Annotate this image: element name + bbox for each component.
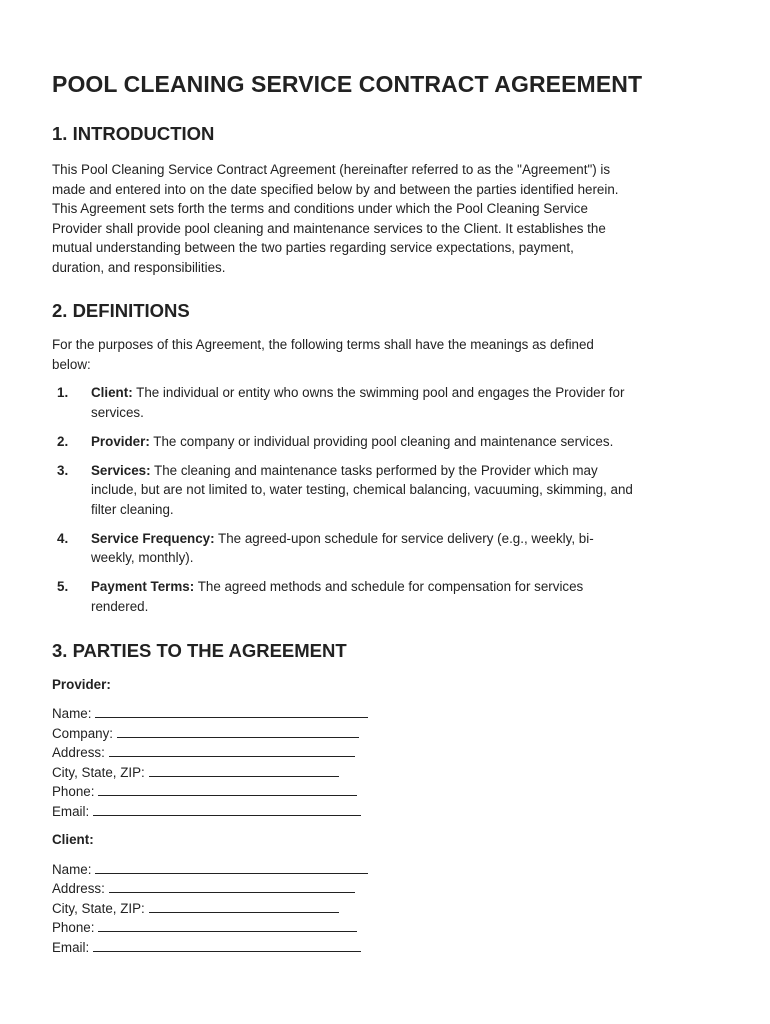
paragraph-line: duration, and responsibilities. <box>52 259 226 275</box>
introduction-paragraph <box>52 160 724 278</box>
definition-text: The individual or entity who owns the swimming pool and engages the Provider for <box>136 385 625 400</box>
provider-name-field[interactable] <box>52 704 368 724</box>
paragraph-line: made and entered into on the date specified below by and between the parties identified herein. <box>52 181 619 197</box>
list-number: 3. <box>57 462 69 478</box>
client-label: Client: <box>52 832 94 847</box>
provider-address-blank[interactable] <box>109 743 355 757</box>
field-label: Email: <box>52 804 90 819</box>
definition-term: Payment Terms: <box>91 579 195 595</box>
field-label: Name: <box>52 862 92 877</box>
field-label: Name: <box>52 706 92 721</box>
definition-text: The agreed methods and schedule for compensation for services <box>197 579 584 595</box>
definition-text: The cleaning and maintenance tasks performed by the Provider which may <box>154 462 598 478</box>
provider-name-blank[interactable] <box>95 704 368 718</box>
provider-label: Provider: <box>52 677 111 692</box>
document-title: POOL CLEANING SERVICE CONTRACT AGREEMENT <box>52 71 643 97</box>
provider-company-field[interactable] <box>52 724 359 744</box>
definition-text: include, but are not limited to, water testing, chemical balancing, vacuuming, skimming, and <box>91 482 633 498</box>
definition-text: The company or individual providing pool cleaning and maintenance services. <box>153 433 614 449</box>
definition-item-provider <box>52 432 732 452</box>
paragraph-line: This Pool Cleaning Service Contract Agreement (hereinafter referred to as the "Agreement") is <box>52 162 611 177</box>
paragraph-line: mutual understanding between the two parties regarding service expectations, payment, <box>52 240 574 256</box>
list-number: 2. <box>57 433 69 449</box>
client-phone-field[interactable] <box>52 918 357 938</box>
paragraph-line: below: <box>52 356 91 372</box>
client-address-blank[interactable] <box>109 879 355 893</box>
definition-term: Provider: <box>91 433 150 449</box>
section-heading-introduction: 1. INTRODUCTION <box>52 123 215 144</box>
definitions-list <box>52 383 732 626</box>
field-label: Company: <box>52 726 114 741</box>
field-label: Address: <box>52 745 105 760</box>
paragraph-line: For the purposes of this Agreement, the following terms shall have the meanings as defined <box>52 337 594 352</box>
provider-city-blank[interactable] <box>149 763 339 777</box>
client-city-blank[interactable] <box>149 899 339 913</box>
definition-text: filter cleaning. <box>91 501 174 517</box>
field-label: Phone: <box>52 920 95 935</box>
definition-item-services <box>52 461 732 520</box>
list-number: 1. <box>57 385 69 400</box>
field-label: Email: <box>52 940 90 955</box>
field-label: City, State, ZIP: <box>52 901 145 916</box>
definition-item-client <box>52 383 732 422</box>
client-phone-blank[interactable] <box>98 918 357 932</box>
field-label: Address: <box>52 881 105 896</box>
field-label: Phone: <box>52 784 95 799</box>
definition-text: services. <box>91 404 144 420</box>
section-heading-definitions: 2. DEFINITIONS <box>52 300 190 321</box>
list-number: 5. <box>57 579 69 595</box>
provider-address-field[interactable] <box>52 743 355 763</box>
definition-term: Services: <box>91 462 151 478</box>
provider-email-field[interactable] <box>52 802 361 822</box>
provider-phone-blank[interactable] <box>98 782 357 796</box>
client-city-field[interactable] <box>52 899 339 919</box>
definitions-intro <box>52 335 724 374</box>
definition-text: The agreed-upon schedule for service delivery (e.g., weekly, bi- <box>218 530 594 546</box>
section-heading-parties: 3. PARTIES TO THE AGREEMENT <box>52 640 347 661</box>
provider-phone-field[interactable] <box>52 782 357 802</box>
client-address-field[interactable] <box>52 879 355 899</box>
definition-item-service-frequency <box>52 529 732 568</box>
client-email-blank[interactable] <box>93 938 361 952</box>
provider-city-field[interactable] <box>52 763 339 783</box>
client-email-field[interactable] <box>52 938 361 958</box>
field-label: City, State, ZIP: <box>52 765 145 780</box>
list-number: 4. <box>57 530 69 546</box>
provider-email-blank[interactable] <box>93 802 361 816</box>
client-name-field[interactable] <box>52 860 368 880</box>
paragraph-line: Provider shall provide pool cleaning and maintenance services to the Client. It establishes the <box>52 220 606 236</box>
definition-text: rendered. <box>91 598 149 614</box>
definition-item-payment-terms <box>52 577 732 616</box>
definition-text: weekly, monthly). <box>91 550 194 566</box>
paragraph-line: This Agreement sets forth the terms and conditions under which the Pool Cleaning Service <box>52 201 588 217</box>
client-name-blank[interactable] <box>95 860 368 874</box>
definition-term: Client: <box>91 385 133 400</box>
provider-company-blank[interactable] <box>117 724 359 738</box>
definition-term: Service Frequency: <box>91 530 215 546</box>
